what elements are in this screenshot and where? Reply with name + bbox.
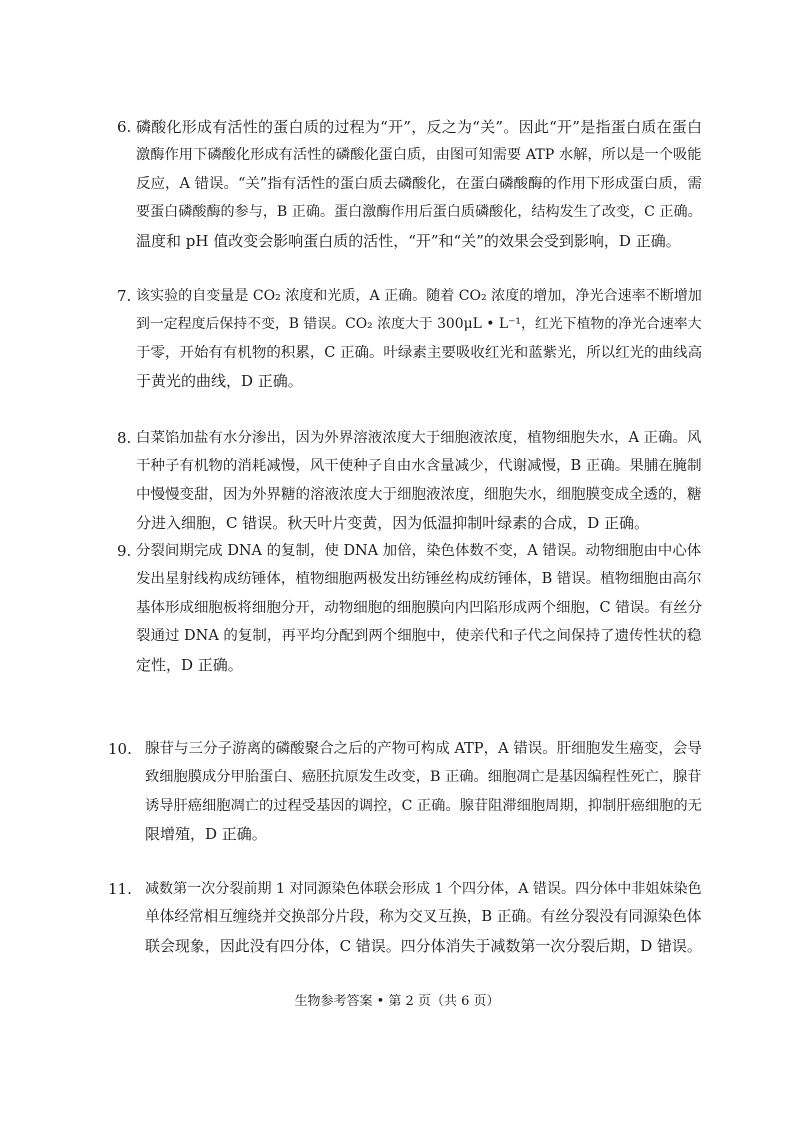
answer-line: 发出星射线构成纺锤体，植物细胞两极发出纺锤丝构成纺锤体，B 错误。植物细胞由高尔 — [136, 571, 702, 588]
answer-line: 于黄光的曲线，D 正确。 — [136, 372, 303, 391]
answer-line: 单体经常相互缠绕并交换部分片段，称为交叉互换，B 正确。有丝分裂没有同源染色体 — [145, 908, 702, 926]
answer-line: 诱导肝癌细胞凋亡的过程受基因的调控，C 正确。腺苷阻滞细胞周期，抑制肝癌细胞的无 — [145, 797, 702, 814]
answer-number: 8. — [117, 429, 132, 447]
answer-line: 限增殖，D 正确。 — [145, 825, 267, 844]
answer-line: 致细胞膜成分甲胎蛋白、癌胚抗原发生改变，B 正确。细胞凋亡是基因编程性死亡，腺苷 — [145, 769, 702, 786]
answer-line: 联会现象，因此没有四分体，C 错误。四分体消失于减数第一次分裂后期，D 错误。 — [145, 936, 702, 955]
answer-line: 磷酸化形成有活性的蛋白质的过程为“开”，反之为“关”。因此“开”是指蛋白质在蛋白 — [136, 118, 703, 136]
answer-line: 定性，D 正确。 — [136, 655, 243, 674]
answer-line: 到一定程度后保持不变，B 错误。CO₂ 浓度大于 300μL • L⁻¹，红光下植物的净光合速率大 — [136, 316, 702, 333]
answer-line: 于零，开始有有机物的积累，C 正确。叶绿素主要吸收红光和蓝紫光，所以红光的曲线高 — [136, 344, 703, 361]
answer-line: 分裂间期完成 DNA 的复制，使 DNA 加倍，染色体数不变，A 错误。动物细胞由中心体 — [136, 543, 702, 559]
answer-line: 减数第一次分裂前期 1 对同源染色体联会形成 1 个四分体，A 错误。四分体中非姐妹染色 — [145, 881, 702, 897]
answer-line: 要蛋白磷酸酶的参与，B 正确。蛋白激酶作用后蛋白质磷酸化，结构发生了改变，C 正确。 — [136, 204, 702, 221]
answer-line: 温度和 pH 值改变会影响蛋白质的活性，“开”和“关”的效果会受到影响，D 正确。 — [136, 231, 681, 250]
answer-line: 反应，A 错误。“关”指有活性的蛋白质去磷酸化，在蛋白磷酸酶的作用下形成蛋白质，需 — [136, 175, 702, 192]
answer-line: 该实验的自变量是 CO₂ 浓度和光质，A 正确。随着 CO₂ 浓度的增加，净光合速率不断增加 — [136, 288, 702, 304]
answer-line: 中慢慢变甜，因为外界糖的溶液浓度大于细胞液浓度，细胞失水，细胞膜变成全透的，糖 — [136, 486, 702, 503]
answer-line: 激酶作用下磷酸化形成有活性的磷酸化蛋白质，由图可知需要 ATP 水解，所以是一个吸能 — [136, 147, 702, 164]
answer-line: 基体形成细胞板将细胞分开，动物细胞的细胞膜向内凹陷形成两个细胞，C 错误。有丝分 — [136, 599, 703, 616]
answer-line: 裂通过 DNA 的复制，再平均分配到两个细胞中，使亲代和子代之间保持了遗传性状的稳 — [136, 628, 702, 645]
answer-number: 10. — [108, 740, 132, 758]
answer-number: 6. — [117, 118, 132, 136]
answer-line: 干种子有机物的消耗减慢，风干使种子自由水含量减少，代谢减慢，B 正确。果脯在腌制 — [136, 458, 702, 475]
answer-line: 腺苷与三分子游离的磷酸聚合之后的产物可构成 ATP，A 错误。肝细胞发生癌变，会导 — [145, 741, 702, 757]
answer-number: 7. — [117, 287, 132, 305]
page-footer: 生物参考答案 • 第 2 页（共 6 页） — [294, 994, 500, 1009]
answer-line: 白菜馅加盐有水分渗出，因为外界溶液浓度大于细胞液浓度，植物细胞失水，A 正确。风 — [136, 430, 702, 446]
answer-line: 分进入细胞，C 错误。秋天叶片变黄，因为低温抑制叶绿素的合成，D 正确。 — [136, 514, 650, 533]
answer-number: 11. — [108, 880, 132, 898]
answer-number: 9. — [117, 542, 132, 560]
